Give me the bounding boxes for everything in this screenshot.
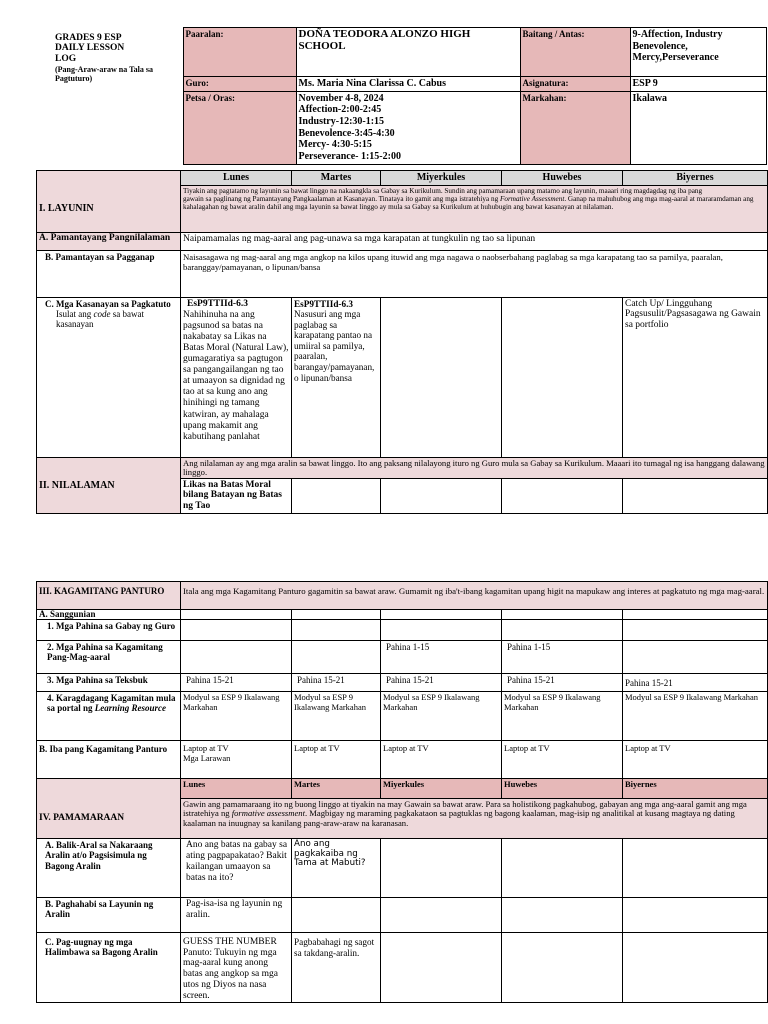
gabay-guro-biyernes xyxy=(623,620,768,641)
log-title-line-1: GRADES 9 ESP xyxy=(55,32,122,43)
asignatura-label: Asignatura: xyxy=(520,77,630,92)
petsa-line: Affection-2:00-2:45 xyxy=(298,104,382,116)
iba-pang-kagamitan-miyerkules: Laptop at TV xyxy=(381,741,502,779)
day-header-lunes: Lunes xyxy=(181,171,292,186)
pamamaraan-day-huwebes: Huwebes xyxy=(502,779,623,799)
kagamitang-mag-aaral-label: 2. Mga Pahina sa Kagamitang Pang-Mag-aaral xyxy=(37,641,181,674)
layunin-description xyxy=(181,185,768,232)
kagamitang-mag-aaral-martes xyxy=(292,641,381,674)
iba-pang-kagamitan-lunes xyxy=(181,741,292,779)
log-title-line-2: DAILY LESSON xyxy=(55,43,125,54)
markahan-label: Markahan: xyxy=(520,91,630,164)
balik-aral-lunes: Ano ang batas na gabay sa ating pagpapakatao? Bakit kailangan umaayon sa batas na ito? xyxy=(181,839,292,898)
petsa-line: Benevolence-3:45-4:30 xyxy=(298,127,395,139)
day-header-miyerkules: Miyerkules xyxy=(381,171,502,186)
paghahabi-huwebes xyxy=(502,898,623,933)
pamantayan-pagganap-value: Naisasagawa ng mag-aaral ang mga angkop na kilos upang ituwid ang mga nagawa o naobserbahang paglabag sa mga karapatang tao sa pamilya, paaralan, baranggay/pamayanan, o lipunan/bansa xyxy=(181,250,768,297)
petsa-value xyxy=(296,91,520,164)
karagdagang-biyernes: Modyul sa ESP 9 Ikalawang Markahan xyxy=(623,692,768,741)
day-header-blank xyxy=(37,171,181,186)
iba-lunes-line-1: Laptop at TV xyxy=(183,743,229,753)
layunin-desc-line-1: Tiyakin ang pagtatamo ng layunin sa bawat linggo na nakaangkla sa Gabay sa Kurikulum. Sundin ang pamamaraan upang matamo ang layunin, maaari ring magdagdag ng iba pang xyxy=(183,186,703,195)
nilalaman-description: Ang nilalaman ay ang mga aralin sa bawat linggo. Ito ang paksang nilalayong ituro ng Guro mula sa Gabay sa Kurikulum. Maaari ito tumagal ng isa hanggang dalawang linggo. xyxy=(181,457,768,478)
petsa-line: Mercy- 4:30-5:15 xyxy=(298,139,372,151)
teksbuk-martes: Pahina 15-21 xyxy=(292,674,381,692)
pamamaraan-description xyxy=(181,799,768,839)
guro-label: Guro: xyxy=(183,77,296,92)
pamamaraan-day-biyernes: Biyernes xyxy=(623,779,768,799)
pamamaraan-heading: IV. PAMAMARAAN xyxy=(37,799,181,839)
iba-pang-kagamitan-label: B. Iba pang Kagamitang Panturo xyxy=(37,741,181,779)
layunin-desc-part-1: gawain sa paglinang ng Pamantayang Pangkaalaman at Kasanayan. Tinataya ito gamit ang mga istratehiya ng xyxy=(183,194,500,203)
kasanayan-miyerkules xyxy=(381,297,502,457)
kasanayan-lunes-code: EsP9TTIId-6.3 xyxy=(187,298,248,309)
sanggunian-huwebes xyxy=(502,610,623,620)
karagdagang-miyerkules: Modyul sa ESP 9 Ikalawang Markahan xyxy=(381,692,502,741)
teksbuk-miyerkules: Pahina 15-21 xyxy=(381,674,502,692)
kagamitang-mag-aaral-huwebes: Pahina 1-15 xyxy=(502,641,623,674)
sanggunian-lunes xyxy=(181,610,292,620)
baitang-value: 9-Affection, Industry Benevolence, Mercy,Perseverance xyxy=(630,28,766,77)
pag-uugnay-martes: Pagbabahagi ng sagot sa takdang-aralin. xyxy=(292,933,381,1003)
kasanayan-sublabel xyxy=(45,309,178,330)
paghahabi-label: B. Paghahabi sa Layunin ng Aralin xyxy=(37,898,181,933)
kasanayan-martes-text: Nasusuri ang mga paglabag sa karapatang pantao na umiiral sa pamilya, paaralan, barangay/pamayanan, o lipunan/bansa xyxy=(294,309,375,383)
kasanayan-sub-code: code xyxy=(93,308,111,319)
kasanayan-sub-1: Isulat ang xyxy=(56,308,94,319)
kagamitan-heading: III. KAGAMITANG PANTURO xyxy=(37,582,181,610)
guro-value: Ms. Maria Nina Clarissa C. Cabus xyxy=(296,77,520,92)
kasanayan-biyernes: Catch Up/ Lingguhang Pagsusulit/Pagsasagawa ng Gawain sa portfolio xyxy=(623,297,768,457)
day-header-huwebes: Huwebes xyxy=(502,171,623,186)
kagamitan-description: Itala ang mga Kagamitang Panturo gagamitin sa bawat araw. Gumamit ng iba't-ibang kagamitan upang higit na mapukaw ang interes at pagkatuto ng mga mag-aaral. xyxy=(181,582,768,610)
log-subtitle: (Pang-Araw-araw na Tala sa Pagtuturo) xyxy=(55,65,154,84)
petsa-line: Industry-12:30-1:15 xyxy=(298,115,385,127)
gabay-guro-martes xyxy=(292,620,381,641)
iba-lunes-line-2: Mga Larawan xyxy=(183,752,231,763)
nilalaman-heading: II. NILALAMAN xyxy=(37,457,181,514)
layunin-table xyxy=(36,170,768,514)
pamamaraan-day-martes: Martes xyxy=(292,779,381,799)
petsa-label: Petsa / Oras: xyxy=(183,91,296,164)
karagdagang-label-italic: Learning Resource xyxy=(94,703,167,714)
gabay-guro-label: 1. Mga Pahina sa Gabay ng Guro xyxy=(37,620,181,641)
kasanayan-sub-2: sa bawat kasanayan xyxy=(56,308,144,330)
pamantayan-pagganap-label: B. Pamantayan sa Pagganap xyxy=(37,250,181,297)
paghahabi-lunes: Pag-isa-isa ng layunin ng aralin. xyxy=(181,898,292,933)
gabay-guro-lunes xyxy=(181,620,292,641)
kasanayan-label-cell xyxy=(37,297,181,457)
kagamitang-mag-aaral-biyernes xyxy=(623,641,768,674)
pamamaraan-day-lunes: Lunes xyxy=(181,779,292,799)
iba-pang-kagamitan-martes: Laptop at TV xyxy=(292,741,381,779)
teksbuk-huwebes: Pahina 15-21 xyxy=(502,674,623,692)
pag-uugnay-label: C. Pag-uugnay ng mga Halimbawa sa Bagong Aralin xyxy=(37,933,181,1003)
day-header-martes: Martes xyxy=(292,171,381,186)
karagdagang-label-cell xyxy=(37,692,181,741)
karagdagang-martes: Modyul sa ESP 9 Ikalawang Markahan xyxy=(292,692,381,741)
iba-pang-kagamitan-huwebes: Laptop at TV xyxy=(502,741,623,779)
teksbuk-biyernes: Pahina 15-21 xyxy=(623,674,768,692)
balik-aral-biyernes xyxy=(623,839,768,898)
sanggunian-label: A. Sanggunian xyxy=(37,610,181,620)
pamamaraan-desc-3: . Magbigay ng maraming pagkakataon sa pagtuklas ng bagong kaalaman, mag-isip ng analitikal at kusang magtaya ng dating kaalaman na inuugnay sa kanilang pang-araw-araw na karanasan. xyxy=(183,808,735,828)
balik-aral-label: A. Balik-Aral sa Nakaraang Aralin at/o Pagsisimula ng Bagong Aralin xyxy=(37,839,181,898)
petsa-line: November 4-8, 2024 xyxy=(298,92,384,104)
petsa-line: Perseverance- 1:15-2:00 xyxy=(298,150,401,162)
paghahabi-biyernes xyxy=(623,898,768,933)
log-title-cell xyxy=(13,28,183,165)
nilalaman-lunes: Likas na Batas Moral bilang Batayan ng Batas ng Tao xyxy=(181,478,292,514)
kagamitang-mag-aaral-lunes xyxy=(181,641,292,674)
pag-uugnay-huwebes xyxy=(502,933,623,1003)
nilalaman-biyernes xyxy=(623,478,768,514)
teksbuk-lunes: Pahina 15-21 xyxy=(181,674,292,692)
kagamitan-table xyxy=(36,581,768,1003)
kagamitang-mag-aaral-miyerkules: Pahina 1-15 xyxy=(381,641,502,674)
iba-pang-kagamitan-biyernes: Laptop at TV xyxy=(623,741,768,779)
pamamaraan-desc-1: Gawin ang pamamaraang ito ng buong linggo at tiyakin na may Gawain sa bawat araw. Para sa holistikong pagkahubog, gabayan ang mga ang-aaral gamit ang mga istratehiya ng xyxy=(183,799,747,819)
layunin-heading: I. LAYUNIN xyxy=(37,185,181,232)
paghahabi-martes xyxy=(292,898,381,933)
karagdagang-huwebes: Modyul sa ESP 9 Ikalawang Markahan xyxy=(502,692,623,741)
karagdagang-label: 4. Karagdagang Kagamitan mula sa portal ng xyxy=(47,693,176,714)
teksbuk-label: 3. Mga Pahina sa Teksbuk xyxy=(37,674,181,692)
kasanayan-martes-code: EsP9TTIId-6.3 xyxy=(294,298,353,309)
markahan-value: Ikalawa xyxy=(630,91,766,164)
pamantayang-pangnilalaman-value: Naipamamalas ng mag-aaral ang pag-unawa sa mga karapatan at tungkulin ng tao sa lipunan xyxy=(181,232,768,250)
gabay-guro-huwebes xyxy=(502,620,623,641)
balik-aral-huwebes xyxy=(502,839,623,898)
pamamaraan-desc-2: formative assessment xyxy=(231,808,305,819)
paaralan-label: Paaralan: xyxy=(183,28,296,77)
paaralan-value: DOÑA TEODORA ALONZO HIGH SCHOOL xyxy=(296,28,520,77)
balik-aral-martes: Ano ang pagkakaiba ng Tama at Mabuti? xyxy=(292,839,381,898)
pamamaraan-day-miyerkules: Miyerkules xyxy=(381,779,502,799)
sanggunian-biyernes xyxy=(623,610,768,620)
gabay-guro-miyerkules xyxy=(381,620,502,641)
day-header-biyernes: Biyernes xyxy=(623,171,768,186)
layunin-desc-part-3: . Ganap na mahuhubog ang mga mag-aaral at mararamdaman ang kahalagahan ng bawat aralin dahil ang mga layunin sa bawat linggo ay mula sa Gabay sa Kurikulum at huhubugin ang bawat kasanayan at nilalaman. xyxy=(183,194,754,211)
kasanayan-lunes-text: Nahihinuha na ang pagsunod sa batas na nakabatay sa Likas na Batas Moral (Natural Law), gumagaratiya sa pagtugon sa pangangailangan ng tao at umaayon sa dignidad ng tao at sa kung ano ang hinihingi ng tamang katwiran, ay mahalaga upang makamit ang kabutihang panlahat xyxy=(183,309,289,442)
pamamaraan-day-blank xyxy=(37,779,181,799)
karagdagang-lunes: Modyul sa ESP 9 Ikalawang Markahan xyxy=(181,692,292,741)
sanggunian-miyerkules xyxy=(381,610,502,620)
paghahabi-miyerkules xyxy=(381,898,502,933)
pag-uugnay-lunes: GUESS THE NUMBER Panuto: Tukuyin ng mga mag-aaral kung anong batas ang angkop sa mga utos ng Diyos na nasa screen. xyxy=(181,933,292,1003)
kasanayan-label: C. Mga Kasanayan sa Pagkatuto xyxy=(45,298,171,309)
pag-uugnay-miyerkules xyxy=(381,933,502,1003)
balik-aral-miyerkules xyxy=(381,839,502,898)
pamantayang-pangnilalaman-label: A. Pamantayang Pangnilalaman xyxy=(37,232,181,250)
header-table xyxy=(13,27,767,165)
layunin-desc-part-2: Formative Assessment xyxy=(499,194,565,203)
log-title-line-3: LOG xyxy=(55,54,77,65)
nilalaman-huwebes xyxy=(502,478,623,514)
pag-uugnay-biyernes xyxy=(623,933,768,1003)
asignatura-value: ESP 9 xyxy=(630,77,766,92)
nilalaman-miyerkules xyxy=(381,478,502,514)
nilalaman-martes xyxy=(292,478,381,514)
kasanayan-lunes xyxy=(181,297,292,457)
sanggunian-martes xyxy=(292,610,381,620)
kasanayan-martes xyxy=(292,297,381,457)
kasanayan-huwebes xyxy=(502,297,623,457)
baitang-label: Baitang / Antas: xyxy=(520,28,630,77)
